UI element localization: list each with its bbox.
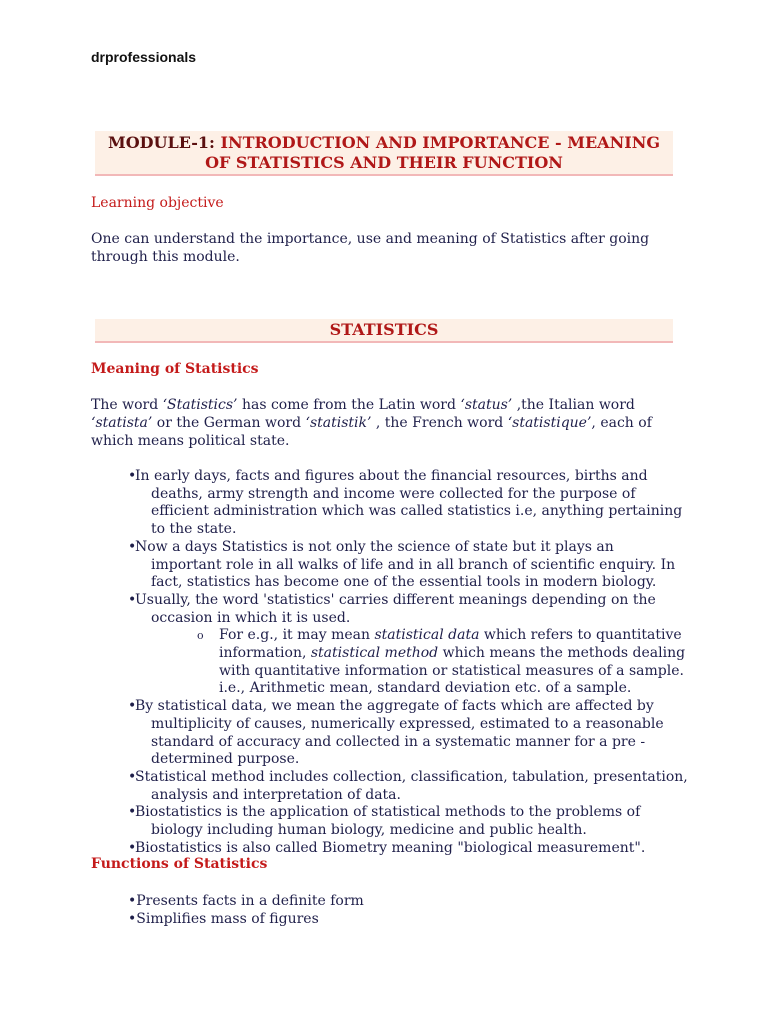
list-item bbox=[128, 468, 688, 539]
list-item bbox=[128, 804, 688, 839]
italic-word: ‘statistique’ bbox=[507, 415, 592, 431]
text-run: , the French word bbox=[371, 415, 508, 431]
list-item bbox=[128, 892, 364, 910]
bullet-icon: • bbox=[128, 839, 137, 856]
bullet-icon: • bbox=[128, 804, 137, 821]
text-run: which refers to quantitative information, bbox=[219, 627, 682, 662]
functions-list bbox=[128, 892, 364, 928]
bullet-icon: • bbox=[128, 468, 137, 484]
text-run: has come from the Latin word bbox=[237, 397, 461, 413]
bullet-icon: • bbox=[128, 698, 137, 715]
sub-list-item bbox=[197, 627, 688, 698]
list-item-text: Simplifies mass of figures bbox=[136, 911, 319, 927]
bullet-icon: • bbox=[128, 538, 137, 555]
circle-bullet-icon: o bbox=[197, 629, 204, 643]
list-item-text: Statistical method includes collection, classification, tabulation, presentation, analysis and interpretation of data. bbox=[135, 768, 688, 803]
list-item bbox=[128, 910, 364, 928]
text-run: or the German word bbox=[152, 415, 306, 431]
module-title-box bbox=[95, 131, 673, 176]
list-item-text: Presents facts in a definite form bbox=[136, 893, 364, 909]
text-run: ,the Italian word bbox=[512, 397, 635, 413]
italic-word: ‘Statistics’ bbox=[162, 397, 238, 413]
bullet-icon: • bbox=[128, 768, 137, 785]
meaning-bullet-list bbox=[128, 468, 688, 857]
section-title-statistics: STATISTICS bbox=[95, 319, 673, 343]
text-run: For e.g., it may mean bbox=[219, 627, 375, 644]
learning-objective-heading: Learning objective bbox=[91, 195, 224, 211]
italic-word: ‘status’ bbox=[460, 397, 513, 413]
learning-objective-text: One can understand the importance, use and meaning of Statistics after going through this module. bbox=[91, 231, 650, 265]
list-item-text: By statistical data, we mean the aggregate of facts which are affected by multiplicity of causes, numerically expressed, estimated to a reasonable standard of accuracy and collected in a systematic manner for a pre - determined purpose. bbox=[135, 698, 664, 768]
brand-header: drprofessionals bbox=[91, 49, 197, 65]
meaning-heading: Meaning of Statistics bbox=[91, 361, 259, 377]
text-run: , each of which means political state. bbox=[91, 415, 652, 449]
functions-heading: Functions of Statistics bbox=[91, 856, 268, 872]
list-item-text: Biostatistics is also called Biometry meaning "biological measurement". bbox=[135, 839, 646, 856]
module-prefix: MODULE-1: bbox=[108, 133, 221, 152]
list-item bbox=[128, 698, 688, 769]
meaning-paragraph bbox=[91, 396, 691, 450]
italic-term: statistical data bbox=[374, 627, 480, 644]
text-run: which means the methods dealing with quantitative information or statistical measures of a sample. i.e., Arithmetic mean, standard deviation etc. of a sample. bbox=[219, 645, 686, 697]
italic-word: ‘statista’ bbox=[91, 415, 153, 431]
list-item-text: Biostatistics is the application of statistical methods to the problems of biology including human biology, medicine and public health. bbox=[135, 804, 641, 839]
text-run: The word bbox=[91, 397, 163, 413]
bullet-icon: • bbox=[128, 893, 137, 909]
module-title: INTRODUCTION AND IMPORTANCE - MEANING OF STATISTICS AND THEIR FUNCTION bbox=[205, 133, 660, 172]
italic-term: statistical method bbox=[310, 645, 439, 662]
list-item bbox=[128, 539, 688, 592]
bullet-icon: • bbox=[128, 591, 137, 608]
list-item-text: Now a days Statistics is not only the science of state but it plays an important role in all walks of life and in all branch of scientific enquiry. In fact, statistics has become one of the essential tools in modern biology. bbox=[135, 538, 676, 591]
list-item-text: Usually, the word 'statistics' carries different meanings depending on the occasion in which it is used. bbox=[135, 591, 656, 626]
list-item bbox=[128, 592, 688, 698]
sub-list bbox=[151, 627, 688, 698]
list-item bbox=[128, 840, 688, 858]
italic-word: ‘statistik’ bbox=[305, 415, 372, 431]
bullet-icon: • bbox=[128, 911, 137, 927]
list-item-text: In early days, facts and figures about the financial resources, births and deaths, army strength and income were collected for the purpose of efficient administration which was called statistics i.e, anything pertaining to the state. bbox=[135, 468, 683, 538]
list-item bbox=[128, 769, 688, 804]
